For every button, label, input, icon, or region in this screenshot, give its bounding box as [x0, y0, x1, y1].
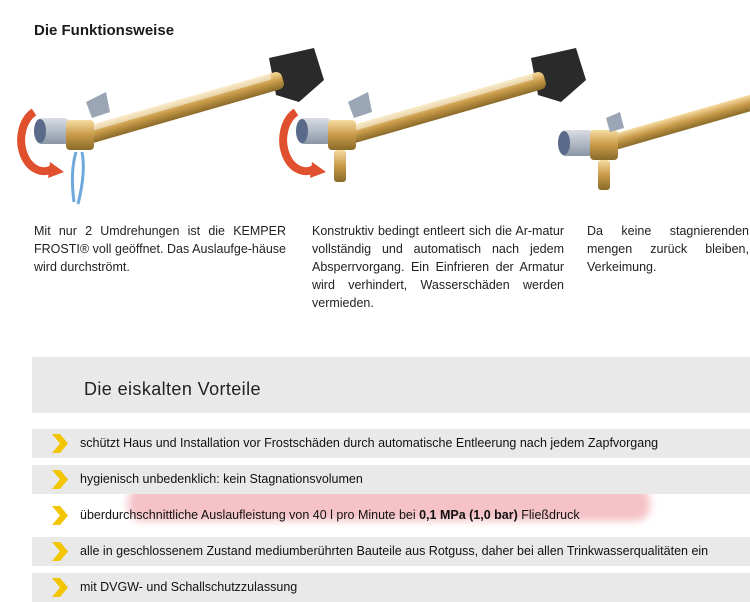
caption-2: Konstruktiv bedingt entleert sich die Ar-matur vollständig und automatisch nach jedem Absperrvorgang. Ein Einfrieren der Armatur wird verhindert, Wasserschäden werden vermieden.	[312, 224, 564, 310]
list-item-text: schützt Haus und Installation vor Frostschäden durch automatische Entleerung nach jedem Zapfvorgang	[80, 436, 659, 450]
list-item	[32, 501, 750, 530]
advantages-title: Die eiskalten Vorteile	[84, 379, 261, 399]
list-item-text: alle in geschlossenem Zustand mediumberührten Bauteile aus Rotguss, daher bei allen Trinkwasserqualitäten ein	[80, 544, 709, 558]
caption-1: Mit nur 2 Umdrehungen ist die KEMPER FROSTI® voll geöffnet. Das Auslaufge-häuse wird durchströmt.	[34, 224, 286, 274]
list-item	[32, 573, 750, 602]
list-item	[32, 537, 750, 566]
list-item-text: überdurchschnittliche Auslaufleistung von 40 l pro Minute bei 0,1 MPa (1,0 bar) Fließdruck	[80, 508, 580, 522]
advantages-panel-header	[32, 357, 750, 413]
chevron-right-icon	[48, 541, 70, 562]
list-item-text: hygienisch unbedenklich: kein Stagnationsvolumen	[80, 472, 363, 486]
list-item	[32, 465, 750, 494]
pressure-value: 0,1 MPa (1,0 bar)	[419, 508, 518, 522]
list-item	[32, 429, 750, 458]
chevron-right-icon	[48, 433, 70, 454]
chevron-right-icon	[48, 505, 70, 526]
section-title: Die Funktionsweise	[34, 22, 175, 39]
chevron-right-icon	[48, 469, 70, 490]
chevron-right-icon	[48, 577, 70, 598]
valve-illustration-closed	[548, 70, 750, 200]
caption-3: Da keine stagnierenden mengen zurück bleiben, Verkeimung.	[587, 224, 749, 274]
list-item-text: mit DVGW- und Schallschutzzulassung	[80, 580, 298, 594]
